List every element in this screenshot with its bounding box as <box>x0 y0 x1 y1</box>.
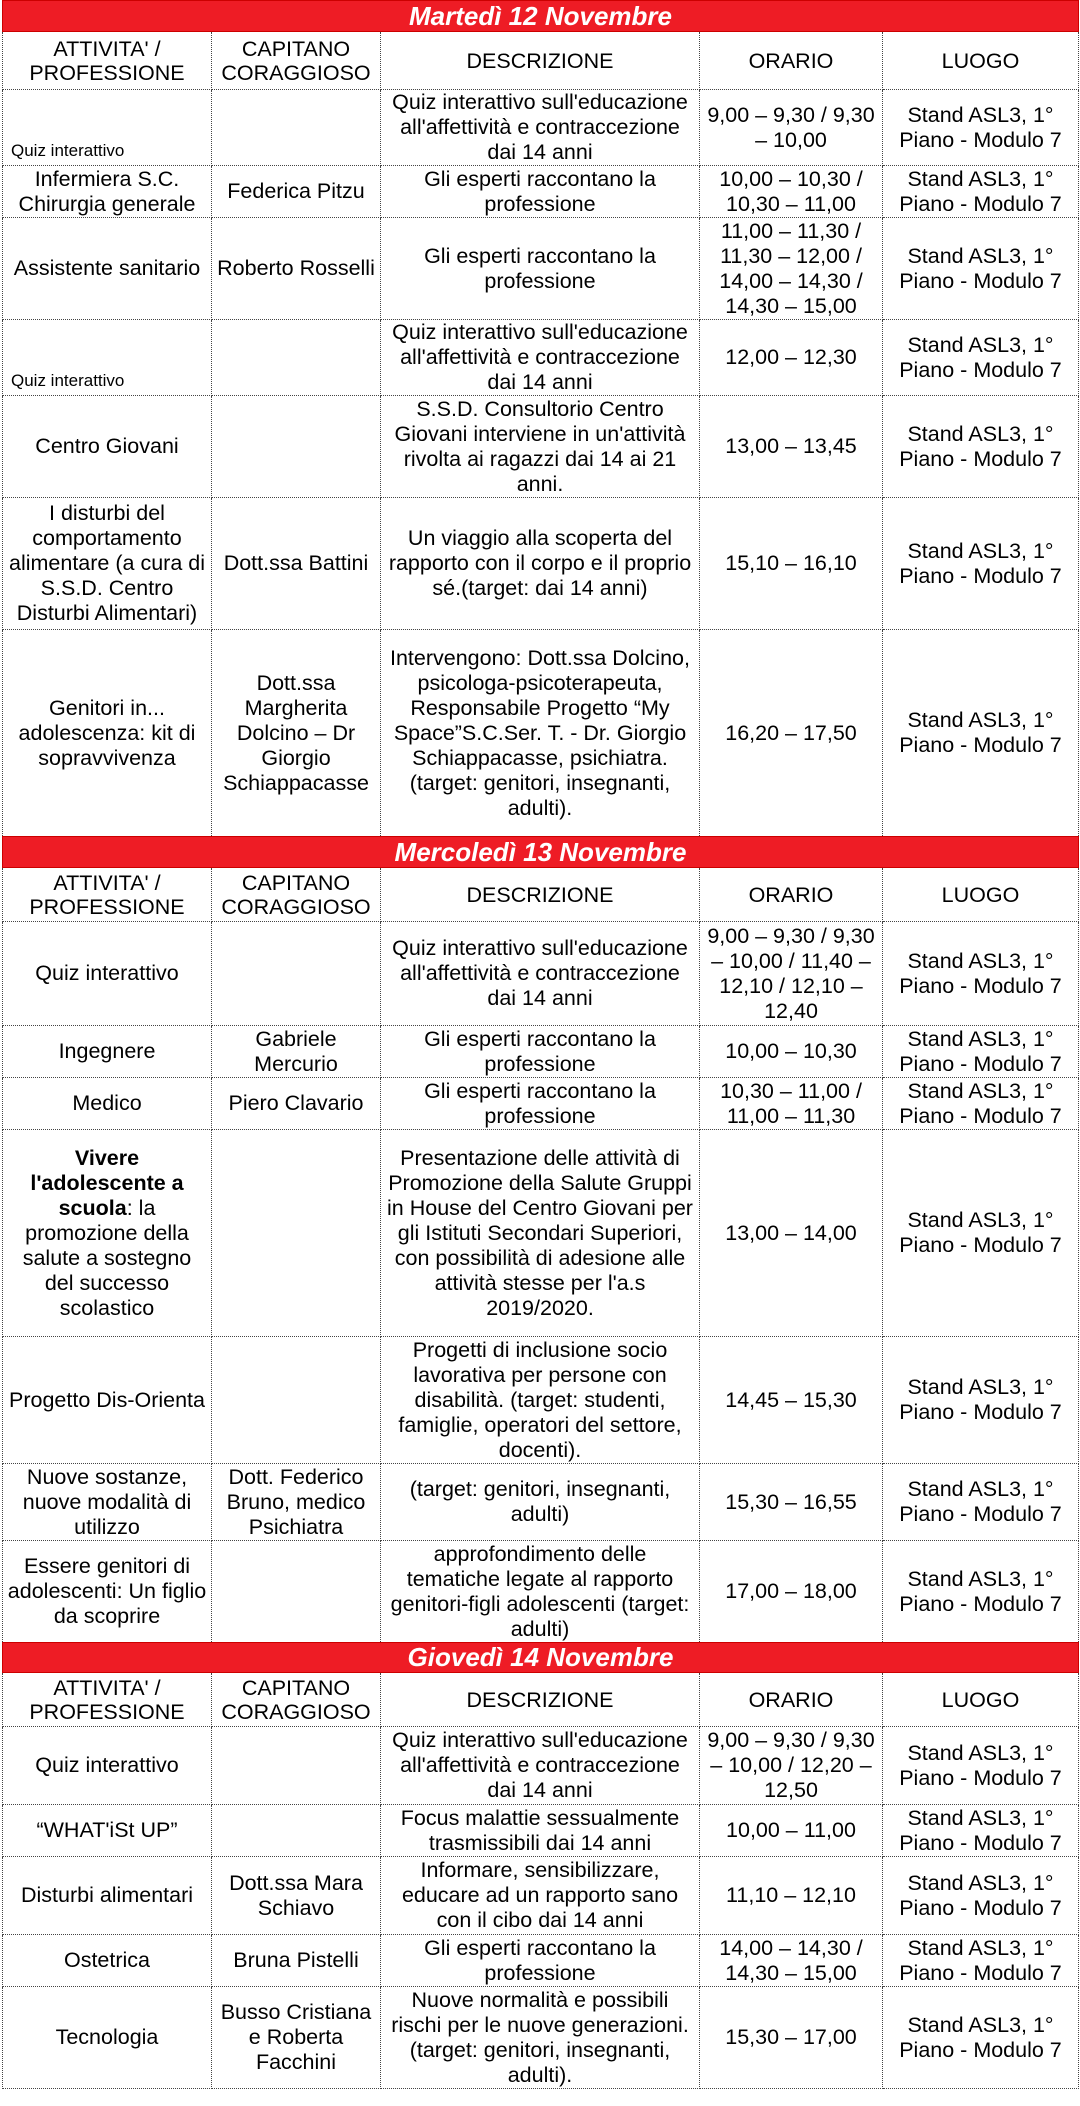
table-row <box>3 1805 1079 1857</box>
activity-cell: Essere genitori di adolescenti: Un figlio da scoprire <box>3 1541 212 1643</box>
table-row <box>3 1337 1079 1464</box>
table-row <box>3 1857 1079 1935</box>
time-cell: 10,00 – 10,30 / 10,30 – 11,00 <box>700 166 883 218</box>
description-cell: Quiz interattivo sull'educazione all'affettività e contraccezione dai 14 anni <box>381 922 700 1026</box>
header-time: ORARIO <box>700 32 883 90</box>
place-cell: Stand ASL3, 1° Piano - Modulo 7 <box>883 320 1079 396</box>
day-title: Martedì 12 Novembre <box>3 1 1079 32</box>
place-cell: Stand ASL3, 1° Piano - Modulo 7 <box>883 630 1079 837</box>
table-row <box>3 218 1079 320</box>
place-cell: Stand ASL3, 1° Piano - Modulo 7 <box>883 1857 1079 1935</box>
activity-cell: Nuove sostanze, nuove modalità di utilizzo <box>3 1464 212 1541</box>
activity-cell: Assistente sanitario <box>3 218 212 320</box>
captain-cell <box>212 1337 381 1464</box>
description-cell: Gli esperti raccontano la professione <box>381 166 700 218</box>
activity-cell: Quiz interattivo <box>3 320 212 396</box>
activity-cell: Tecnologia <box>3 1987 212 2089</box>
table-row <box>3 1130 1079 1337</box>
description-cell: Gli esperti raccontano la professione <box>381 1935 700 1987</box>
captain-cell: Roberto Rosselli <box>212 218 381 320</box>
table-row <box>3 1935 1079 1987</box>
captain-cell: Busso Cristiana e Roberta Facchini <box>212 1987 381 2089</box>
time-cell: 9,00 – 9,30 / 9,30 – 10,00 <box>700 90 883 166</box>
header-place: LUOGO <box>883 868 1079 922</box>
schedule-table <box>2 0 1079 2089</box>
table-row <box>3 1541 1079 1643</box>
time-cell: 13,00 – 14,00 <box>700 1130 883 1337</box>
description-cell: Quiz interattivo sull'educazione all'affettività e contraccezione dai 14 anni <box>381 320 700 396</box>
activity-cell: Disturbi alimentari <box>3 1857 212 1935</box>
table-row <box>3 166 1079 218</box>
place-cell: Stand ASL3, 1° Piano - Modulo 7 <box>883 498 1079 630</box>
activity-title-rest: : la promozione della salute a sostegno del successo scolastico <box>22 1195 192 1320</box>
activity-cell: Progetto Dis-Orienta <box>3 1337 212 1464</box>
place-cell: Stand ASL3, 1° Piano - Modulo 7 <box>883 166 1079 218</box>
header-activity: ATTIVITA' / PROFESSIONE <box>3 1673 212 1727</box>
time-cell: 11,00 – 11,30 / 11,30 – 12,00 / 14,00 – 14,30 / 14,30 – 15,00 <box>700 218 883 320</box>
description-cell: Presentazione delle attività di Promozione della Salute Gruppi in House del Centro Giovani per gli Istituti Secondari Superiori, con possibilità di adesione alle attività stesse per l'a.s 2019/2020. <box>381 1130 700 1337</box>
time-cell: 16,20 – 17,50 <box>700 630 883 837</box>
description-cell: Intervengono: Dott.ssa Dolcino, psicologa-psicoterapeuta, Responsabile Progetto “My Space”S.C.Ser. T. - Dr. Giorgio Schiappacasse, psichiatra. (target: genitori, insegnanti, adulti). <box>381 630 700 837</box>
activity-cell: I disturbi del comportamento alimentare (a cura di S.S.D. Centro Disturbi Alimentari) <box>3 498 212 630</box>
day-title: Giovedì 14 Novembre <box>3 1643 1079 1673</box>
table-row <box>3 1987 1079 2089</box>
description-cell: approfondimento delle tematiche legate al rapporto genitori-figli adolescenti (target: adulti) <box>381 1541 700 1643</box>
activity-cell: Ostetrica <box>3 1935 212 1987</box>
header-description: DESCRIZIONE <box>381 32 700 90</box>
place-cell: Stand ASL3, 1° Piano - Modulo 7 <box>883 1935 1079 1987</box>
place-cell: Stand ASL3, 1° Piano - Modulo 7 <box>883 396 1079 498</box>
description-cell: Un viaggio alla scoperta del rapporto con il corpo e il proprio sé.(target: dai 14 anni) <box>381 498 700 630</box>
activity-cell <box>3 1130 212 1337</box>
description-cell: Gli esperti raccontano la professione <box>381 1026 700 1078</box>
header-captain: CAPITANO CORAGGIOSO <box>212 868 381 922</box>
table-row <box>3 922 1079 1026</box>
captain-cell: Dott. Federico Bruno, medico Psichiatra <box>212 1464 381 1541</box>
header-time: ORARIO <box>700 1673 883 1727</box>
place-cell: Stand ASL3, 1° Piano - Modulo 7 <box>883 1805 1079 1857</box>
day-title: Mercoledì 13 Novembre <box>3 837 1079 868</box>
header-description: DESCRIZIONE <box>381 1673 700 1727</box>
time-cell: 14,00 – 14,30 / 14,30 – 15,00 <box>700 1935 883 1987</box>
place-cell: Stand ASL3, 1° Piano - Modulo 7 <box>883 1987 1079 2089</box>
place-cell: Stand ASL3, 1° Piano - Modulo 7 <box>883 1464 1079 1541</box>
table-row <box>3 1464 1079 1541</box>
place-cell: Stand ASL3, 1° Piano - Modulo 7 <box>883 1026 1079 1078</box>
table-row <box>3 1078 1079 1130</box>
place-cell: Stand ASL3, 1° Piano - Modulo 7 <box>883 1130 1079 1337</box>
header-activity: ATTIVITA' / PROFESSIONE <box>3 868 212 922</box>
description-cell: S.S.D. Consultorio Centro Giovani interviene in un'attività rivolta ai ragazzi dai 14 ai 21 anni. <box>381 396 700 498</box>
header-captain: CAPITANO CORAGGIOSO <box>212 32 381 90</box>
description-cell: Focus malattie sessualmente trasmissibili dai 14 anni <box>381 1805 700 1857</box>
captain-cell <box>212 922 381 1026</box>
activity-cell: Infermiera S.C. Chirurgia generale <box>3 166 212 218</box>
header-time: ORARIO <box>700 868 883 922</box>
activity-cell: “WHAT'iSt UP” <box>3 1805 212 1857</box>
table-row <box>3 320 1079 396</box>
place-cell: Stand ASL3, 1° Piano - Modulo 7 <box>883 1337 1079 1464</box>
activity-cell: Quiz interattivo <box>3 90 212 166</box>
header-place: LUOGO <box>883 32 1079 90</box>
activity-cell: Genitori in... adolescenza: kit di sopravvivenza <box>3 630 212 837</box>
activity-cell: Quiz interattivo <box>3 1727 212 1805</box>
time-cell: 10,00 – 11,00 <box>700 1805 883 1857</box>
captain-cell <box>212 1727 381 1805</box>
time-cell: 17,00 – 18,00 <box>700 1541 883 1643</box>
description-cell: Progetti di inclusione socio lavorativa per persone con disabilità. (target: studenti, famiglie, operatori del settore, docenti). <box>381 1337 700 1464</box>
header-place: LUOGO <box>883 1673 1079 1727</box>
column-header-row <box>3 1673 1079 1727</box>
activity-title-bold: Vivere l'adolescente a scuola <box>30 1145 184 1220</box>
time-cell: 15,30 – 16,55 <box>700 1464 883 1541</box>
description-cell: Informare, sensibilizzare, educare ad un rapporto sano con il cibo dai 14 anni <box>381 1857 700 1935</box>
activity-cell: Centro Giovani <box>3 396 212 498</box>
table-row <box>3 90 1079 166</box>
table-row <box>3 1026 1079 1078</box>
place-cell: Stand ASL3, 1° Piano - Modulo 7 <box>883 922 1079 1026</box>
description-cell: Quiz interattivo sull'educazione all'affettività e contraccezione dai 14 anni <box>381 1727 700 1805</box>
table-row <box>3 396 1079 498</box>
description-cell: Gli esperti raccontano la professione <box>381 1078 700 1130</box>
captain-cell: Piero Clavario <box>212 1078 381 1130</box>
header-activity: ATTIVITA' / PROFESSIONE <box>3 32 212 90</box>
description-cell: Nuove normalità e possibili rischi per le nuove generazioni. (target: genitori, insegnanti, adulti). <box>381 1987 700 2089</box>
place-cell: Stand ASL3, 1° Piano - Modulo 7 <box>883 1078 1079 1130</box>
captain-cell <box>212 1805 381 1857</box>
activity-cell: Quiz interattivo <box>3 922 212 1026</box>
time-cell: 9,00 – 9,30 / 9,30 – 10,00 / 12,20 – 12,50 <box>700 1727 883 1805</box>
captain-cell: Dott.ssa Margherita Dolcino – Dr Giorgio Schiappacasse <box>212 630 381 837</box>
header-description: DESCRIZIONE <box>381 868 700 922</box>
captain-cell: Bruna Pistelli <box>212 1935 381 1987</box>
captain-cell: Gabriele Mercurio <box>212 1026 381 1078</box>
captain-cell <box>212 320 381 396</box>
table-row <box>3 1727 1079 1805</box>
table-row <box>3 630 1079 837</box>
time-cell: 11,10 – 12,10 <box>700 1857 883 1935</box>
place-cell: Stand ASL3, 1° Piano - Modulo 7 <box>883 1727 1079 1805</box>
activity-cell: Medico <box>3 1078 212 1130</box>
captain-cell <box>212 1130 381 1337</box>
day-header <box>3 1643 1079 1673</box>
captain-cell <box>212 1541 381 1643</box>
place-cell: Stand ASL3, 1° Piano - Modulo 7 <box>883 218 1079 320</box>
time-cell: 15,30 – 17,00 <box>700 1987 883 2089</box>
place-cell: Stand ASL3, 1° Piano - Modulo 7 <box>883 1541 1079 1643</box>
time-cell: 10,30 – 11,00 / 11,00 – 11,30 <box>700 1078 883 1130</box>
header-captain: CAPITANO CORAGGIOSO <box>212 1673 381 1727</box>
column-header-row <box>3 868 1079 922</box>
time-cell: 9,00 – 9,30 / 9,30 – 10,00 / 11,40 – 12,10 / 12,10 – 12,40 <box>700 922 883 1026</box>
description-cell: Gli esperti raccontano la professione <box>381 218 700 320</box>
day-header <box>3 1 1079 32</box>
captain-cell <box>212 90 381 166</box>
time-cell: 12,00 – 12,30 <box>700 320 883 396</box>
time-cell: 15,10 – 16,10 <box>700 498 883 630</box>
time-cell: 10,00 – 10,30 <box>700 1026 883 1078</box>
day-header <box>3 837 1079 868</box>
description-cell: Quiz interattivo sull'educazione all'affettività e contraccezione dai 14 anni <box>381 90 700 166</box>
time-cell: 13,00 – 13,45 <box>700 396 883 498</box>
captain-cell <box>212 396 381 498</box>
column-header-row <box>3 32 1079 90</box>
captain-cell: Dott.ssa Mara Schiavo <box>212 1857 381 1935</box>
captain-cell: Federica Pitzu <box>212 166 381 218</box>
description-cell: (target: genitori, insegnanti, adulti) <box>381 1464 700 1541</box>
time-cell: 14,45 – 15,30 <box>700 1337 883 1464</box>
table-row <box>3 498 1079 630</box>
captain-cell: Dott.ssa Battini <box>212 498 381 630</box>
place-cell: Stand ASL3, 1° Piano - Modulo 7 <box>883 90 1079 166</box>
activity-cell: Ingegnere <box>3 1026 212 1078</box>
